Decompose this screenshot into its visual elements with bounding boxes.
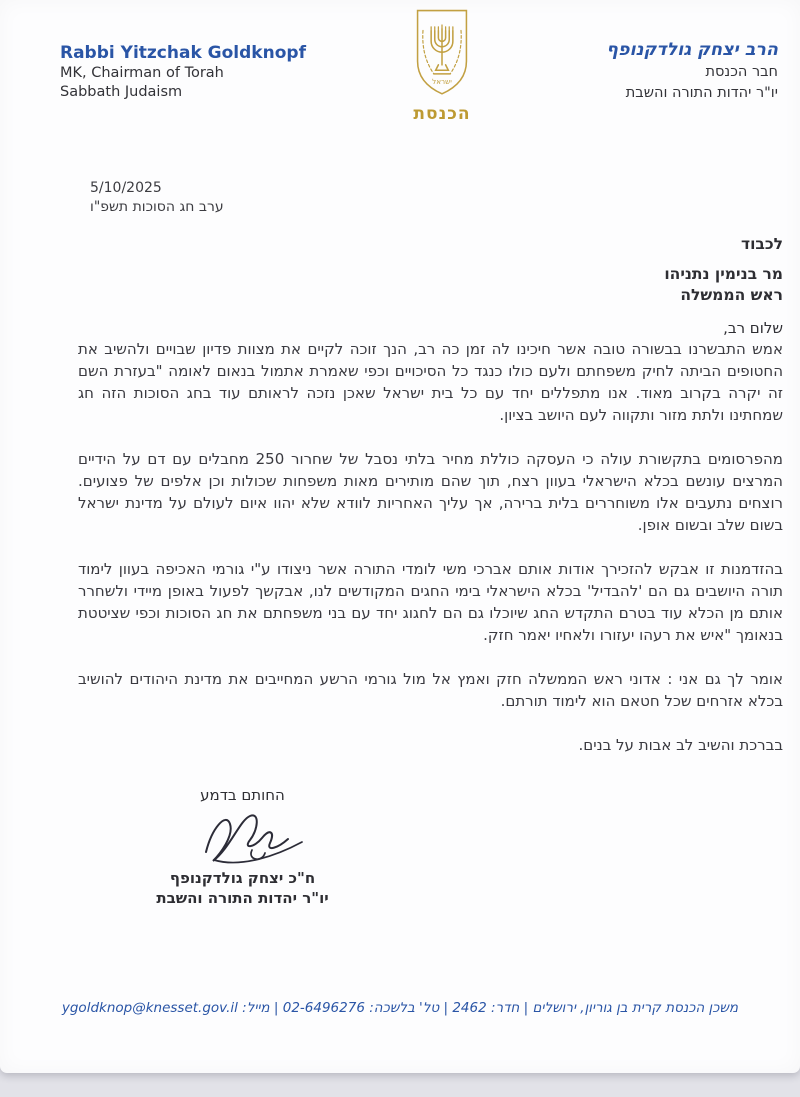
signature-preamble: החותם בדמע	[200, 786, 285, 804]
addressee-block	[664, 234, 783, 337]
letter-body	[78, 338, 783, 778]
sender-name-hebrew: הרב יצחק גולדקנופף	[606, 40, 778, 60]
paragraph-1: אמש התבשרנו בבשורה טובה אשר חיכינו לה זמן כה רב, הנך זוכה לקיים את מצוות פדיון שבויים ולהשיב את החטופים הביתה לחיק משפחתם ולעם כולו כנגד כל הסיכויים וכפי שאמרת אתמול בנאום לאומה "בעזרת השם זה יקרה בקרוב מאוד. אנו מתפללים יחד עם כל בית ישראל שאכן נזכה לראותם עוד בחג הסוכות הזה חג שמחתינו ולתת מזור ותקווה לעם היושב בציון.	[78, 340, 783, 424]
header-hebrew	[606, 38, 778, 104]
signature-name: ח"כ יצחק גולדקנופף	[169, 869, 316, 887]
closing-blessing: בברכת והשיב לב אבות על בנים.	[578, 736, 783, 754]
sender-role-english-line1: MK, Chairman of Torah	[60, 65, 224, 81]
addressee-honorific: לכבוד	[740, 235, 783, 253]
sender-role-hebrew-line2: יו"ר יהדות התורה והשבת	[625, 85, 778, 101]
footer-contact-line: משכן הכנסת קרית בן גוריון, ירושלים | חדר: 2462 | טל' בלשכה: 02-6496276 | מייל: ygoldknop@knesset.gov.il	[61, 1000, 739, 1016]
knesset-emblem	[387, 6, 497, 124]
paragraph-2: מהפרסומים בתקשורת עולה כי העסקה כוללת מחיר בלתי נסבל של שחרור 250 מחבלים עם דם על הידיים המרצים עונשם בכלא הישראלי בעוון רצח, תוך שהם מותירים מאות משפחות שכולות וכן אלפים של פצועים. רוצחים נתעבים אלו משוחררים בלית ברירה, אך עליך האחריות לוודא שלא יהוו איום לעולם על מדינת ישראל בשום שלב ובשום אופן.	[78, 450, 783, 534]
handwritten-signature-icon	[150, 806, 335, 868]
signature-block	[150, 786, 335, 908]
paragraph-3: בהזדמנות זו אבקש להזכירך אודות אותם אברכי משי לומדי התורה אשר ניצודו ע"י גורמי האכיפה בעוון לימוד תורה היושבים גם הם 'להבדיל' בכלא הישראלי בימי החגים המקודשים לנו, אבקשך לפעול באופן מיידי ולשחרר אותם מן הכלא עוד בטרם התקדש החג שיוכלו גם הם לחגוג יחד עם בני משפחתם את חג הסוכות וכפי שציטטת בנאומך "איש את רעהו יעזורו ולאחיו יאמר חזק.	[78, 560, 783, 644]
signature-title: יו"ר יהדות התורה והשבת	[156, 889, 329, 907]
date-block	[90, 179, 224, 217]
addressee-name: מר בנימין נתניהו	[664, 265, 783, 283]
sender-role-english-line2: Sabbath Judaism	[60, 84, 183, 100]
date-hebrew: ערב חג הסוכות תשפ"ו	[90, 199, 224, 215]
paragraph-4: אומר לך גם אני : אדוני ראש הממשלה חזק ואמץ אל מול גורמי הרשע המחייבים את מדינת היהודים להושיב בכלא אזרחים שכל חטאם הוא לימוד תורתם.	[78, 670, 783, 710]
sender-name-english: Rabbi Yitzchak Goldknopf	[60, 43, 306, 63]
addressee-title: ראש הממשלה	[680, 286, 783, 304]
greeting: שלום רב,	[723, 319, 783, 337]
sender-role-hebrew-line1: חבר הכנסת	[705, 64, 778, 80]
knesset-emblem-label: הכנסת	[413, 104, 471, 124]
date-gregorian: 5/10/2025	[90, 180, 162, 196]
header-english	[60, 42, 306, 102]
israel-state-emblem-icon	[387, 6, 497, 102]
svg-text:ישראל: ישראל	[432, 76, 452, 86]
